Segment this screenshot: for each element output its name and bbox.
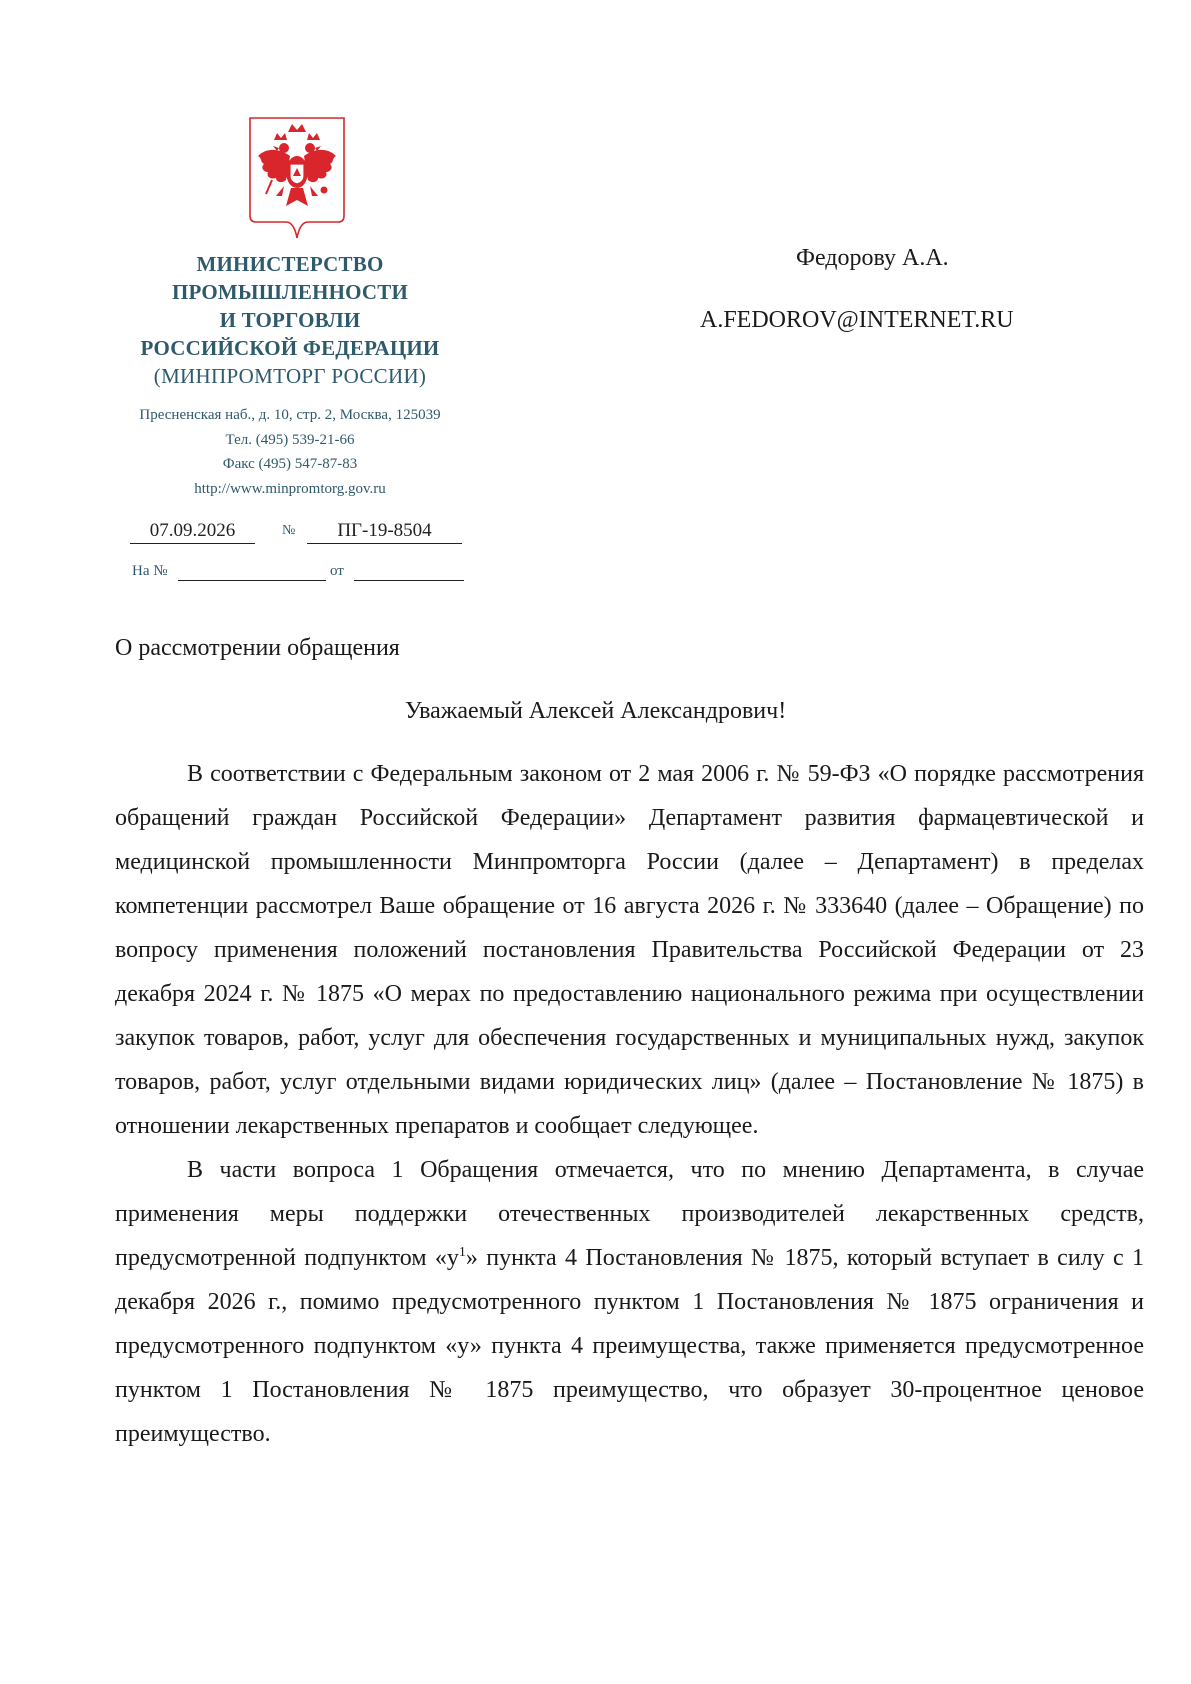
body-paragraph (115, 1148, 1144, 1456)
reply-number-blank (178, 580, 326, 581)
reply-reference-row (132, 560, 464, 582)
ministry-fax: Факс (495) 547-87-83 (222, 456, 358, 472)
number-label: № (282, 523, 296, 538)
ministry-name-line: И ТОРГОВЛИ (219, 308, 361, 332)
body-paragraph: В соответствии с Федеральным законом от 2 мая 2006 г. № 59-ФЗ «О порядке рассмотрения обращений граждан Российской Федерации» Департамент развития фармацевтической и медицинской промышленности Минпромторга России (далее – Департамент) в пределах компетенции рассмотрел Ваше обращение от 16 августа 2026 г. № 333640 (далее – Обращение) по вопросу применения положений постановления Правительства Российской Федерации от 23 декабря 2024 г. № 1875 «О мерах по предоставлению национального режима при осуществлении закупок товаров, работ, услуг для обеспечения государственных и муниципальных нужд, закупок товаров, работ, услуг отдельными видами юридических лиц» (далее – Постановление № 1875) в отношении лекарственных препаратов и сообщает следующее. (115, 761, 1144, 1139)
ministry-name-block (90, 250, 490, 390)
ministry-name-line: МИНИСТЕРСТВО (196, 252, 384, 276)
reply-to-label: На № (132, 563, 168, 579)
ministry-website-link[interactable]: http://www.minpromtorg.gov.ru (194, 480, 386, 497)
letter-subject: О рассмотрении обращения (115, 635, 400, 661)
superscript-mark: 1 (458, 1245, 466, 1260)
reply-date-blank (354, 580, 464, 581)
addressee-name: Федорову А.А. (796, 245, 949, 271)
letter-date: 07.09.2026 (130, 518, 255, 544)
salutation: Уважаемый Алексей Александрович! (404, 698, 787, 724)
addressee-email: A.FEDOROV@INTERNET.RU (700, 307, 1014, 333)
letter-body (115, 752, 1144, 1456)
ministry-address: Пресненская наб., д. 10, стр. 2, Москва, 125039 (139, 407, 441, 423)
paragraph-text: В части вопроса 1 Обращения отмечается, что по мнению Департамента, в случае применения меры поддержки отечественных производителей лекарственных средств, предусмотренной подпунктом «у (115, 1157, 1144, 1271)
registration-row (130, 518, 462, 544)
coat-of-arms-icon (246, 116, 348, 240)
ministry-phone: Тел. (495) 539-21-66 (225, 431, 355, 448)
ministry-name-line: ПРОМЫШЛЕННОСТИ (171, 280, 409, 304)
paragraph-text: » пункта 4 Постановления № 1875, который вступает в силу с 1 декабря 2026 г., помимо предусмотренного пунктом 1 Постановления № 1875 ограничения и предусмотренного подпунктом «у» пункта 4 преимущества, также применяется предусмотренное пунктом 1 Постановления № 1875 преимущество, что образует 30-процентное ценовое преимущество. (115, 1245, 1144, 1447)
contact-block (90, 403, 490, 501)
ministry-name-line: РОССИЙСКОЙ ФЕДЕРАЦИИ (140, 336, 440, 360)
letter-number: ПГ-19-8504 (307, 518, 462, 544)
ministry-short-name: (МИНПРОМТОРГ РОССИИ) (153, 364, 427, 388)
from-label: от (330, 563, 344, 579)
